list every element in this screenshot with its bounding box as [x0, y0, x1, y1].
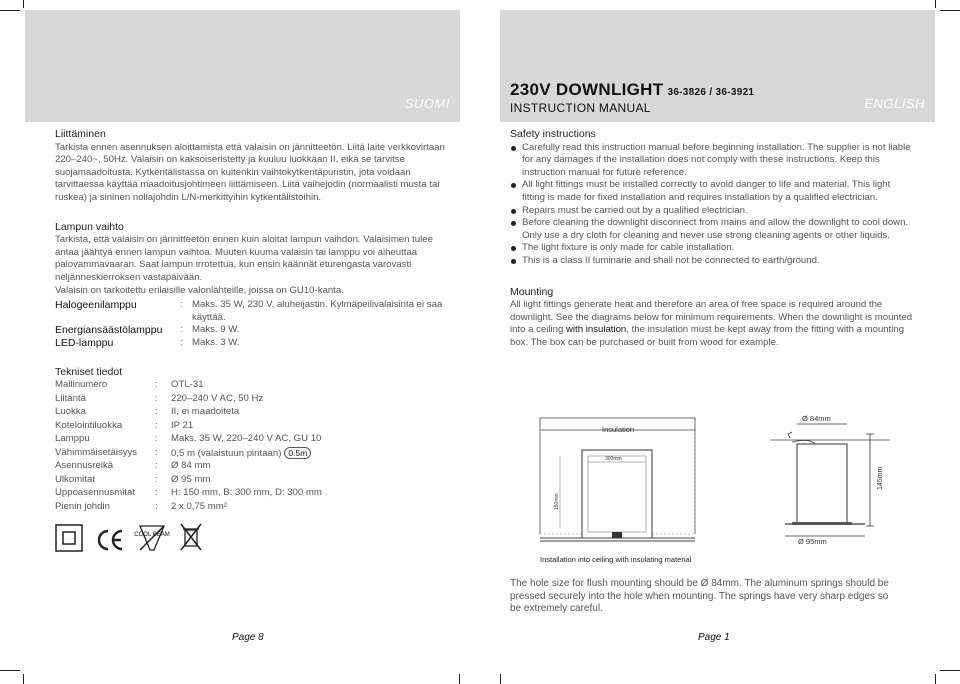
crop-mark	[935, 0, 936, 8]
safety-list	[510, 142, 915, 268]
separator: :	[155, 419, 158, 431]
right-content	[510, 128, 915, 362]
connection-text: Tarkista ennen asennuksen aloittamista että valaisin on jännitteetön. Liitä laite verkkovirtaan 220–240~, 50Hz. Valaisin on kaksoiseristetty ja kuuluu luokkaan II, eikä se tarvitse suojamaadoitusta. Kytkentälistassa on kuitenkin vaihtokytkentäpuristin, jota voidaan tarvittaessa käyttää maadoitusjohtimeen liittämiseen. Liitä vaihejodin (normaalisti musta tai ruskea) ja sininen nollajohdin L/N-merkittyihin kytkentälistoihin.	[55, 141, 445, 203]
separator: :	[155, 460, 158, 472]
lamp-spec: Maks. 35 W, 230 V, aluheijastin. Kylmäpeilivalaisinta ei saa käyttää.	[192, 299, 443, 323]
diagram-caption: Installation into ceiling with insulating material	[540, 555, 692, 564]
tech-key: Uppoasennusmitat	[55, 487, 135, 499]
tech-key: Vähimmäisetäisyys	[55, 446, 138, 458]
document-subtitle: INSTRUCTION MANUAL	[510, 101, 651, 115]
cool-beam-label: COOL BEAM	[134, 532, 170, 539]
insulation-label: Insulation	[602, 425, 635, 434]
separator: :	[155, 406, 158, 418]
tech-value: Ø 84 mm	[171, 460, 211, 472]
tech-key: Mallinumero	[55, 379, 108, 391]
page-number: Page 8	[232, 632, 264, 643]
tech-row	[55, 433, 455, 447]
crop-mark	[500, 674, 501, 684]
separator: :	[155, 487, 158, 499]
connection-section	[55, 128, 455, 205]
tech-value: OTL-31	[171, 379, 204, 391]
tech-value: Maks. 35 W, 220–240 V AC, GU 10	[171, 433, 322, 445]
mounting-text	[510, 299, 915, 349]
mounting-diagram	[530, 410, 910, 570]
tech-key: Kotelointiluokka	[55, 419, 123, 431]
tech-key: Liitäntä	[55, 392, 86, 404]
safety-item: All light fittings must be installed correctly to avoid danger to life and material. This light fitting is made for fixed installation and requires installation by a qualified electrician.	[510, 179, 915, 204]
document-title	[510, 80, 754, 100]
tech-value: Ø 95 mm	[171, 473, 211, 485]
safety-item: The light fixture is only made for cable installation.	[510, 242, 915, 255]
weee-bin-icon	[179, 522, 203, 557]
tech-key: Ulkomitat	[55, 473, 95, 485]
tech-row	[55, 420, 455, 434]
tech-row	[55, 501, 455, 515]
safety-section	[510, 128, 915, 268]
class-ii-icon	[55, 524, 83, 557]
language-label: ENGLISH	[864, 96, 925, 111]
safety-item: Before cleaning the downlight disconnect from mains and allow the downlight to cool down. Only use a dry cloth for cleaning and never use strong cleaning agents or other liquids.	[510, 217, 915, 242]
tech-key: Luokka	[55, 406, 86, 418]
crop-mark	[935, 674, 936, 684]
tech-row	[55, 379, 455, 393]
lamp-change-section	[55, 221, 455, 350]
separator: :	[155, 446, 158, 458]
tech-value	[171, 447, 455, 461]
mounting-text-part: , the insulation must be kept away from the fitting with a mounting box. The box can be purchased or built from wood for example.	[510, 324, 905, 348]
crop-mark	[0, 670, 20, 671]
tech-key: Lamppu	[55, 433, 90, 445]
downlight-dimensions-diagram	[770, 414, 890, 546]
crop-mark	[23, 674, 24, 684]
ce-mark-icon	[95, 528, 125, 557]
tech-row	[55, 487, 455, 501]
safety-item: Carefully read this instruction manual before beginning installation. The supplier is not liable for any damages if the installation does not comply with these instructions. Keep this instruction manual for future reference.	[510, 142, 915, 180]
insulation-diagram	[540, 418, 695, 541]
tech-row	[55, 460, 455, 474]
min-distance-symbol: 0.5m	[284, 447, 311, 459]
outer-diameter-label: Ø 95mm	[798, 537, 827, 546]
lamp-table	[55, 299, 455, 349]
page-right	[500, 10, 935, 670]
separator: :	[155, 392, 158, 404]
tech-row	[55, 406, 455, 420]
lamp-change-text-2: Valaisin on tarkoitettu erilaisille valonlähteille, joissa on GU10-kanta.	[55, 284, 344, 296]
hole-diameter-label: Ø 84mm	[802, 414, 831, 423]
closing-text: The hole size for flush mounting should be Ø 84mm. The aluminum springs should be pressed securely into the hole when mounting. The springs have very sharp edges so be extremely careful.	[510, 578, 889, 614]
lamp-type: Halogeenilamppu	[55, 299, 137, 312]
crop-mark	[23, 0, 24, 8]
tech-value: 2 x 0,75 mm²	[171, 500, 227, 512]
tech-row	[55, 393, 455, 407]
lamp-change-text: Tarkista, että valaisin on jännitteetön ennen kuin aloitat lampun vaihdon. Valaisimen tulee antaa jäähtyä ennen lampun vaihtoa. Muuten kuuma valaisin tai lamppu voi aiheuttaa palovammavaaran. Saat lampun irrotettua, kun ensin käännät eturengasta varovasti neljänneskierroksen vastapäivään.	[55, 234, 433, 283]
language-label: SUOMI	[404, 96, 450, 111]
tech-value: H: 150 mm, B: 300 mm, D: 300 mm	[171, 487, 322, 499]
certification-symbols	[55, 522, 455, 557]
section-heading: Tekniset tiedot	[55, 365, 123, 378]
tech-value: IP 21	[171, 419, 194, 431]
safety-item: This is a class II luminarie and shall not be connected to earth/ground.	[510, 255, 915, 268]
lamp-spec: Maks. 9 W.	[192, 324, 240, 336]
lamp-row	[55, 299, 455, 324]
tech-value: 220–240 V AC, 50 Hz	[171, 392, 264, 404]
cool-beam-icon	[134, 522, 170, 557]
section-heading: Mounting	[510, 285, 554, 298]
safety-item: Repairs must be carried out by a qualified electrician.	[510, 205, 915, 218]
height-145-label: 145mm	[877, 466, 884, 490]
product-codes: 36-3826 / 36-3921	[667, 87, 755, 98]
lamp-row	[55, 324, 455, 337]
lamp-type: LED-lamppu	[55, 336, 114, 349]
lamp-spec: Maks. 3 W.	[192, 336, 240, 348]
page-left	[25, 10, 460, 670]
separator: :	[155, 433, 158, 445]
section-heading: Safety instructions	[510, 128, 596, 140]
crop-mark	[0, 10, 20, 11]
separator: :	[180, 336, 183, 348]
tech-key: Asennusreikä	[55, 460, 114, 472]
tech-section	[55, 366, 455, 515]
tech-row	[55, 447, 455, 461]
crop-mark	[940, 670, 960, 671]
lamp-type: Energiansäästölamppu	[55, 324, 163, 337]
lamp-row	[55, 337, 455, 350]
separator: :	[180, 324, 183, 336]
section-heading: Liittäminen	[55, 128, 106, 140]
page-number: Page 1	[698, 632, 730, 643]
header-band	[500, 10, 935, 122]
separator: :	[155, 379, 158, 391]
tech-row	[55, 474, 455, 488]
section-heading: Lampun vaihto	[55, 220, 124, 233]
title-block	[510, 80, 754, 115]
tech-key: Pienin johdin	[55, 500, 110, 512]
product-title: 230V DOWNLIGHT	[510, 80, 664, 99]
mounting-section	[510, 286, 915, 350]
width-300-label: 300mm	[605, 456, 622, 462]
crop-mark	[940, 10, 960, 11]
separator: :	[155, 473, 158, 485]
separator: :	[180, 299, 183, 311]
mounting-text-part: All light fittings generate heat and therefore an area of free space is required around the downlight. See the diagrams below for minimum requirements. When the downlight is mounted into a ceiling	[510, 299, 913, 336]
crop-mark	[459, 674, 460, 684]
height-150-label: 150mm	[554, 493, 560, 510]
tech-value-text: 0,5 m (valaistuun pintaan)	[171, 447, 282, 459]
separator: :	[155, 500, 158, 512]
left-content	[55, 128, 455, 557]
mounting-text-emphasis: with insulation	[566, 324, 627, 336]
header-band	[25, 10, 460, 122]
tech-value: II, ei maadoiteta	[171, 406, 240, 418]
